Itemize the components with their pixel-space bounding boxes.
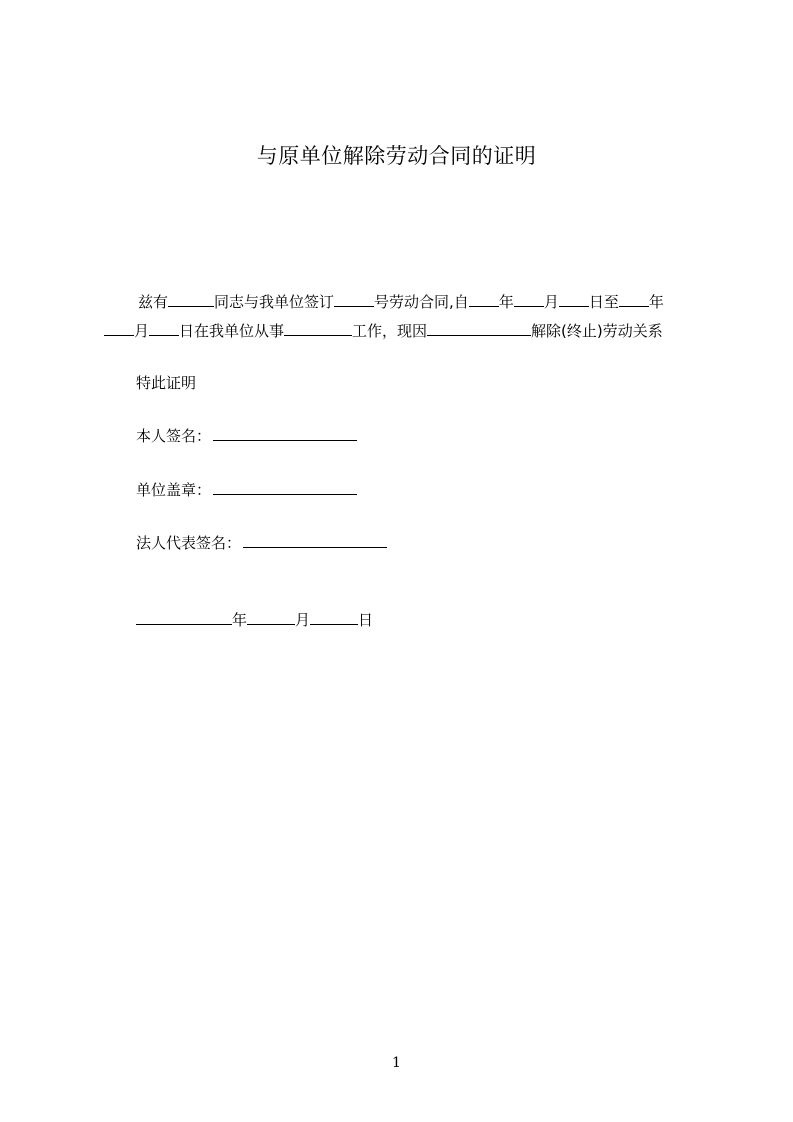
personal-signature-line	[213, 426, 357, 441]
blank-end-month-field	[104, 320, 134, 336]
blank-name-field	[168, 291, 214, 307]
unit-seal-line	[213, 480, 357, 495]
personal-signature-row	[136, 425, 357, 446]
date-row	[136, 609, 373, 630]
date-day-label: 日	[358, 611, 374, 629]
date-month-label: 月	[295, 611, 311, 629]
blank-start-month-field	[514, 291, 544, 307]
blank-date-day-field	[310, 609, 358, 625]
personal-signature-label: 本人签名：	[136, 427, 212, 445]
blank-end-year-field	[619, 291, 649, 307]
body-paragraph	[104, 288, 704, 346]
text-segment: 解除(终止)劳动关系	[531, 322, 663, 340]
text-segment: 日至	[588, 293, 619, 311]
text-segment: 日在我单位从事	[179, 322, 285, 340]
text-segment: 年	[498, 293, 514, 311]
blank-start-day-field	[559, 291, 589, 307]
text-segment: 年	[648, 293, 664, 311]
certify-statement: 特此证明	[136, 374, 197, 392]
legal-rep-signature-row	[136, 532, 387, 553]
blank-start-year-field	[469, 291, 499, 307]
unit-seal-label: 单位盖章：	[136, 481, 212, 499]
text-segment: 同志与我单位签订	[214, 293, 335, 311]
text-segment: 兹有	[138, 293, 169, 311]
blank-contract-number-field	[334, 291, 374, 307]
blank-date-year-field	[136, 609, 232, 625]
legal-rep-signature-line	[243, 533, 387, 548]
paragraph-line-1	[104, 288, 704, 317]
text-segment: 号劳动合同,自	[374, 293, 469, 311]
text-segment: 月	[134, 322, 150, 340]
blank-date-month-field	[247, 609, 295, 625]
text-segment: 工作，现因	[352, 322, 428, 340]
blank-reason-field	[427, 320, 531, 336]
legal-rep-signature-label: 法人代表签名：	[136, 534, 242, 552]
date-year-label: 年	[232, 611, 248, 629]
blank-end-day-field	[149, 320, 179, 336]
text-segment: 月	[543, 293, 559, 311]
unit-seal-row	[136, 479, 357, 500]
paragraph-line-2	[104, 317, 704, 346]
page-number: 1	[392, 1055, 401, 1071]
blank-job-field	[284, 320, 352, 336]
document-title: 与原单位解除劳动合同的证明	[256, 144, 537, 168]
